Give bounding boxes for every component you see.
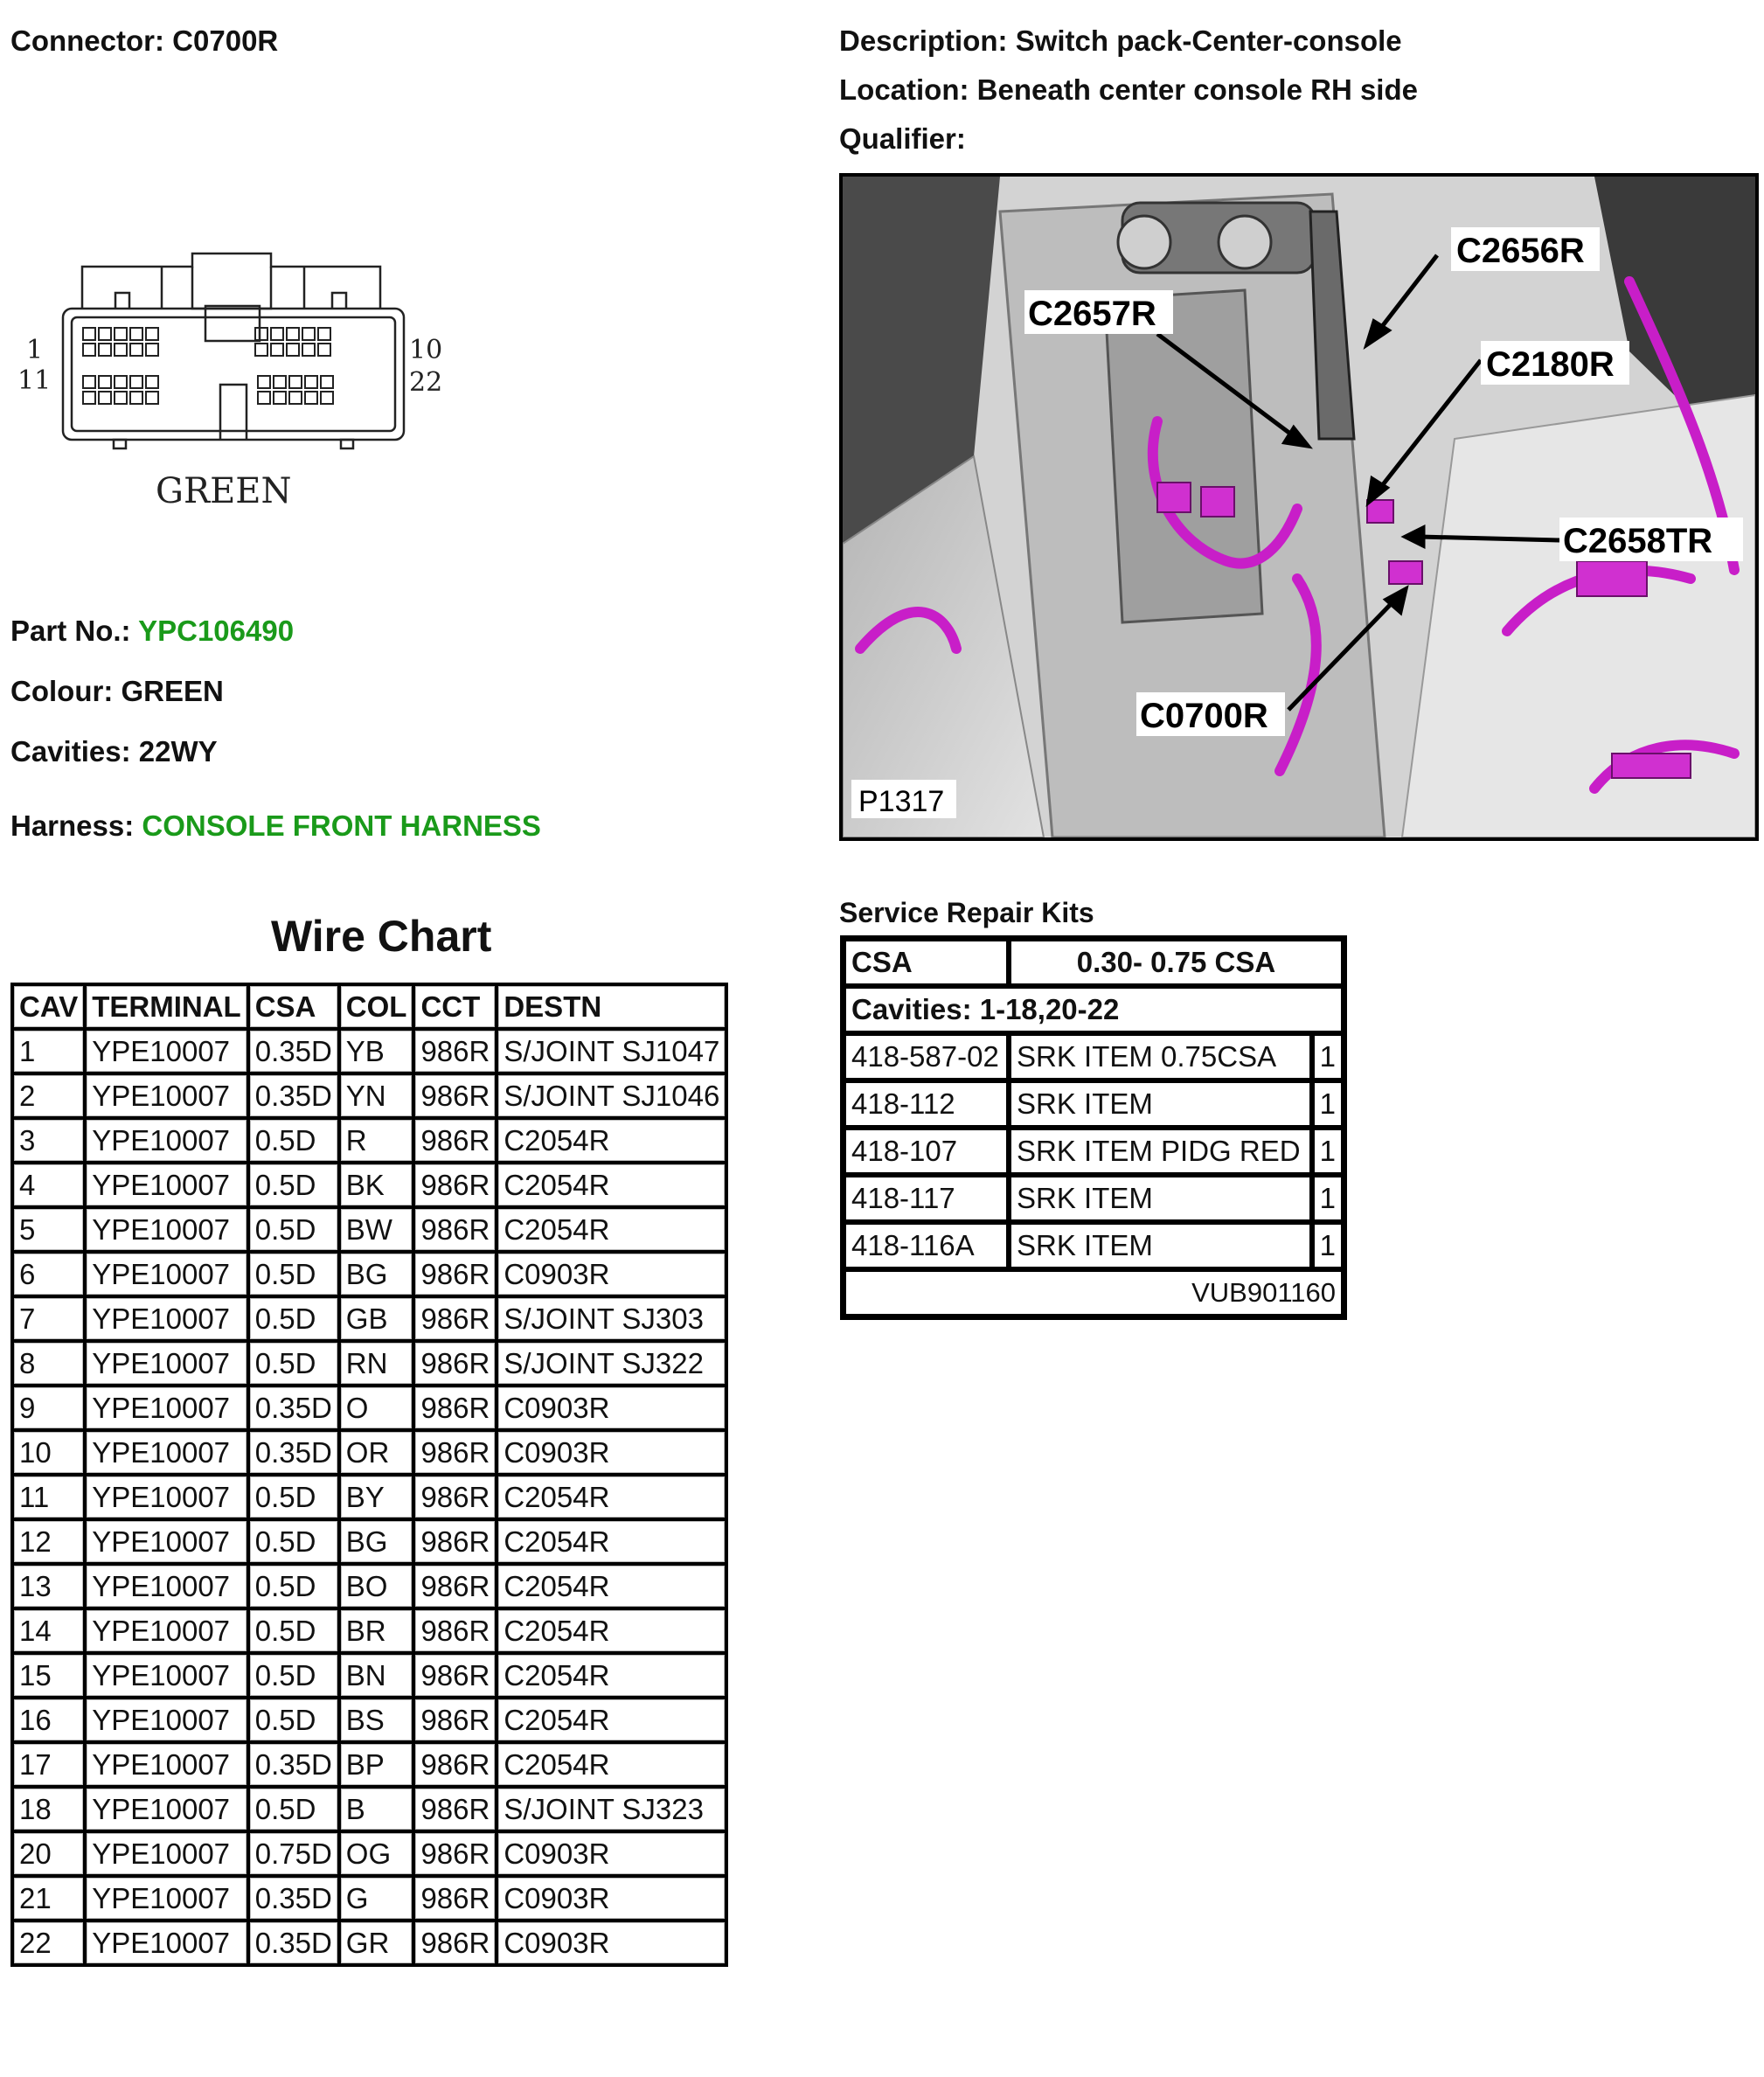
cell-destn: S/JOINT SJ322 <box>498 1343 728 1387</box>
harness-line <box>10 809 541 843</box>
cell-terminal: YPE10007 <box>87 1789 249 1833</box>
pin-cavity <box>274 392 286 404</box>
cell-col: B <box>341 1789 416 1833</box>
cell-col: RN <box>341 1343 416 1387</box>
pin-cavity <box>287 344 299 356</box>
cell-cct: 986R <box>415 1878 498 1922</box>
description-label: Description: <box>839 24 1008 57</box>
cell-cct: 986R <box>415 1833 498 1878</box>
cell-destn: C2054R <box>498 1521 728 1566</box>
part-no-label: Part No.: <box>10 615 131 647</box>
table-row <box>14 1699 728 1744</box>
location-illustration <box>843 177 1755 837</box>
cell-cct: 986R <box>415 1699 498 1744</box>
cell-csa: 0.75D <box>250 1833 341 1878</box>
cell-destn: C2054R <box>498 1744 728 1789</box>
table-row <box>14 1343 728 1387</box>
header-col: COL <box>341 986 416 1031</box>
pin-cavity <box>302 328 315 340</box>
kits-item-row <box>844 1033 1344 1080</box>
wire-chart-table <box>10 983 728 1967</box>
cell-destn: C2054R <box>498 1655 728 1699</box>
location-value: Beneath center console RH side <box>976 73 1418 106</box>
cavities-label: Cavities: <box>10 735 131 768</box>
qualifier-label: Qualifier: <box>839 122 966 155</box>
cell-csa: 0.5D <box>250 1789 341 1833</box>
cell-destn: C0903R <box>498 1432 728 1476</box>
cell-csa: 0.35D <box>250 1387 341 1432</box>
cell-cav: 6 <box>14 1254 87 1298</box>
cell-terminal: YPE10007 <box>87 1699 249 1744</box>
kits-part: 418-117 <box>844 1175 1009 1222</box>
pin-cavity <box>258 376 270 388</box>
harness-label: Harness: <box>10 809 135 842</box>
cell-col: GR <box>341 1922 416 1967</box>
cell-terminal: YPE10007 <box>87 1566 249 1610</box>
cell-destn: C2054R <box>498 1610 728 1655</box>
table-row <box>14 1922 728 1967</box>
connector-diagram <box>17 245 472 533</box>
cell-cav: 8 <box>14 1343 87 1387</box>
location-label: Location: <box>839 73 969 106</box>
cell-cct: 986R <box>415 1387 498 1432</box>
pin-cavity <box>289 376 302 388</box>
header-destn: DESTN <box>498 986 728 1031</box>
cell-col: YN <box>341 1075 416 1120</box>
cell-cav: 7 <box>14 1298 87 1343</box>
table-row <box>14 1254 728 1298</box>
pin-11-label: 11 <box>17 365 52 396</box>
cell-cct: 986R <box>415 1031 498 1075</box>
cell-cav: 13 <box>14 1566 87 1610</box>
table-row <box>14 1476 728 1521</box>
cell-terminal: YPE10007 <box>87 1075 249 1120</box>
kits-part: 418-112 <box>844 1080 1009 1128</box>
cell-cav: 10 <box>14 1432 87 1476</box>
cell-col: OG <box>341 1833 416 1878</box>
table-row <box>14 1789 728 1833</box>
service-kits-title: Service Repair Kits <box>839 897 1094 928</box>
pin-cavity <box>146 376 158 388</box>
header-cav: CAV <box>14 986 87 1031</box>
cell-col: BN <box>341 1655 416 1699</box>
pin-cavity <box>274 376 286 388</box>
kits-desc: SRK ITEM <box>1009 1222 1312 1269</box>
cell-csa: 0.35D <box>250 1922 341 1967</box>
pin-cavity <box>130 392 142 404</box>
cell-destn: C0903R <box>498 1387 728 1432</box>
pin-cavity <box>99 376 111 388</box>
kits-cavities-line: Cavities: 1-18,20-22 <box>844 986 1344 1033</box>
wire-chart-header-row <box>14 986 728 1031</box>
cavities-value: 22WY <box>138 735 218 768</box>
kits-cavities-row <box>844 986 1344 1033</box>
cell-terminal: YPE10007 <box>87 1254 249 1298</box>
cell-destn: S/JOINT SJ323 <box>498 1789 728 1833</box>
pin-cavity <box>130 376 142 388</box>
cell-cct: 986R <box>415 1343 498 1387</box>
pin-cavity <box>83 392 95 404</box>
table-row <box>14 1655 728 1699</box>
pin-cavity <box>83 376 95 388</box>
pin-cavity <box>146 344 158 356</box>
table-row <box>14 1878 728 1922</box>
cell-csa: 0.5D <box>250 1298 341 1343</box>
cell-csa: 0.35D <box>250 1744 341 1789</box>
cell-csa: 0.5D <box>250 1120 341 1164</box>
cell-csa: 0.5D <box>250 1343 341 1387</box>
cell-col: BW <box>341 1209 416 1254</box>
cell-cct: 986R <box>415 1566 498 1610</box>
photo-ref: P1317 <box>858 785 945 818</box>
cell-destn: C0903R <box>498 1254 728 1298</box>
cell-terminal: YPE10007 <box>87 1031 249 1075</box>
cell-col: BY <box>341 1476 416 1521</box>
table-row <box>14 1298 728 1343</box>
location-line <box>839 73 1418 107</box>
photo-label-c2656r: C2656R <box>1456 232 1585 270</box>
cell-col: BK <box>341 1164 416 1209</box>
header-csa: CSA <box>250 986 341 1031</box>
cell-col: BP <box>341 1744 416 1789</box>
kits-csa-label: CSA <box>844 939 1009 986</box>
cell-destn: S/JOINT SJ1047 <box>498 1031 728 1075</box>
cell-cct: 986R <box>415 1298 498 1343</box>
part-no-value: YPC106490 <box>138 615 295 647</box>
cell-terminal: YPE10007 <box>87 1655 249 1699</box>
pin-cavity <box>115 392 127 404</box>
pin-cavity <box>146 392 158 404</box>
pin-cavity <box>99 344 111 356</box>
pin-cavity <box>130 328 142 340</box>
pin-cavity <box>115 328 127 340</box>
table-row <box>14 1164 728 1209</box>
pin-cavity <box>287 328 299 340</box>
pin-cavity <box>318 344 330 356</box>
cell-destn: C0903R <box>498 1922 728 1967</box>
cell-csa: 0.5D <box>250 1521 341 1566</box>
kits-desc: SRK ITEM <box>1009 1175 1312 1222</box>
pin-cavity <box>305 376 317 388</box>
pin-cavity <box>302 344 315 356</box>
cell-cct: 986R <box>415 1432 498 1476</box>
kits-csa-row <box>844 939 1344 986</box>
connector-label: Connector: <box>10 24 164 57</box>
pin-cavity <box>271 328 283 340</box>
kits-item-row <box>844 1128 1344 1175</box>
kits-item-row <box>844 1175 1344 1222</box>
pin-cavity <box>318 328 330 340</box>
cell-cav: 1 <box>14 1031 87 1075</box>
cell-terminal: YPE10007 <box>87 1476 249 1521</box>
wire-chart-title: Wire Chart <box>271 912 492 961</box>
part-no-line <box>10 615 294 648</box>
cell-col: BS <box>341 1699 416 1744</box>
cell-cav: 16 <box>14 1699 87 1744</box>
table-row <box>14 1075 728 1120</box>
cell-destn: C2054R <box>498 1699 728 1744</box>
kits-desc: SRK ITEM 0.75CSA <box>1009 1033 1312 1080</box>
colour-line <box>10 675 224 708</box>
connector-value: C0700R <box>172 24 279 57</box>
pin-cavity <box>271 344 283 356</box>
cell-csa: 0.35D <box>250 1075 341 1120</box>
cell-col: BO <box>341 1566 416 1610</box>
pin-cavity <box>255 328 267 340</box>
cell-cav: 15 <box>14 1655 87 1699</box>
cell-cct: 986R <box>415 1744 498 1789</box>
cell-terminal: YPE10007 <box>87 1922 249 1967</box>
table-row <box>14 1432 728 1476</box>
cell-cct: 986R <box>415 1922 498 1967</box>
cell-csa: 0.35D <box>250 1432 341 1476</box>
pin-cavity <box>83 344 95 356</box>
table-row <box>14 1833 728 1878</box>
harness-value: CONSOLE FRONT HARNESS <box>142 809 541 842</box>
cell-terminal: YPE10007 <box>87 1120 249 1164</box>
cell-cav: 11 <box>14 1476 87 1521</box>
table-row <box>14 1744 728 1789</box>
cell-destn: C0903R <box>498 1833 728 1878</box>
cell-cct: 986R <box>415 1209 498 1254</box>
cell-destn: C2054R <box>498 1120 728 1164</box>
cell-csa: 0.35D <box>250 1031 341 1075</box>
kits-csa-value: 0.30- 0.75 CSA <box>1009 939 1344 986</box>
description-line <box>839 24 1402 58</box>
kits-part: 418-587-02 <box>844 1033 1009 1080</box>
kits-item-row <box>844 1222 1344 1269</box>
pin-cavity <box>305 392 317 404</box>
kits-part: 418-107 <box>844 1128 1009 1175</box>
cell-csa: 0.5D <box>250 1476 341 1521</box>
pin-cavity <box>115 376 127 388</box>
photo-label-c2658tr: C2658TR <box>1563 522 1713 560</box>
pin-cavity <box>258 392 270 404</box>
cell-csa: 0.5D <box>250 1699 341 1744</box>
kits-qty: 1 <box>1312 1033 1344 1080</box>
kits-footer-row <box>844 1269 1344 1316</box>
cell-csa: 0.5D <box>250 1254 341 1298</box>
cell-cav: 22 <box>14 1922 87 1967</box>
cell-cav: 21 <box>14 1878 87 1922</box>
cell-terminal: YPE10007 <box>87 1610 249 1655</box>
cell-cav: 2 <box>14 1075 87 1120</box>
pin-cavity <box>321 392 333 404</box>
cell-col: R <box>341 1120 416 1164</box>
cell-destn: S/JOINT SJ1046 <box>498 1075 728 1120</box>
kits-item-row <box>844 1080 1344 1128</box>
table-row <box>14 1209 728 1254</box>
cell-cav: 4 <box>14 1164 87 1209</box>
kits-desc: SRK ITEM <box>1009 1080 1312 1128</box>
cell-destn: C2054R <box>498 1209 728 1254</box>
pin-1-label: 1 <box>26 335 44 365</box>
cell-cct: 986R <box>415 1164 498 1209</box>
cell-terminal: YPE10007 <box>87 1298 249 1343</box>
cell-terminal: YPE10007 <box>87 1164 249 1209</box>
cell-destn: S/JOINT SJ303 <box>498 1298 728 1343</box>
cell-cct: 986R <box>415 1254 498 1298</box>
cell-csa: 0.5D <box>250 1655 341 1699</box>
cell-destn: C2054R <box>498 1476 728 1521</box>
pin-cavity <box>130 344 142 356</box>
cell-col: YB <box>341 1031 416 1075</box>
pin-cavity <box>99 392 111 404</box>
cell-col: GB <box>341 1298 416 1343</box>
kits-part: 418-116A <box>844 1222 1009 1269</box>
cell-destn: C2054R <box>498 1566 728 1610</box>
cell-col: O <box>341 1387 416 1432</box>
pin-cavity <box>289 392 302 404</box>
cell-col: BR <box>341 1610 416 1655</box>
cell-col: G <box>341 1878 416 1922</box>
pin-cavity <box>146 328 158 340</box>
cell-csa: 0.35D <box>250 1878 341 1922</box>
cell-terminal: YPE10007 <box>87 1878 249 1922</box>
pin-cavity <box>83 328 95 340</box>
cell-cct: 986R <box>415 1610 498 1655</box>
cell-cav: 18 <box>14 1789 87 1833</box>
cell-col: OR <box>341 1432 416 1476</box>
photo-label-c0700r: C0700R <box>1140 697 1268 735</box>
cell-cav: 9 <box>14 1387 87 1432</box>
cell-csa: 0.5D <box>250 1209 341 1254</box>
cell-cct: 986R <box>415 1789 498 1833</box>
table-row <box>14 1610 728 1655</box>
photo-label-c2180r: C2180R <box>1486 345 1615 384</box>
cell-col: BG <box>341 1254 416 1298</box>
pin-22-label: 22 <box>409 367 443 398</box>
pin-cavity <box>99 328 111 340</box>
pin-10-label: 10 <box>409 335 443 365</box>
cell-terminal: YPE10007 <box>87 1432 249 1476</box>
cell-cav: 14 <box>14 1610 87 1655</box>
connector-color-caption: GREEN <box>156 471 292 511</box>
table-row <box>14 1387 728 1432</box>
pin-cavity <box>321 376 333 388</box>
cell-cct: 986R <box>415 1120 498 1164</box>
cell-terminal: YPE10007 <box>87 1521 249 1566</box>
cell-csa: 0.5D <box>250 1566 341 1610</box>
cell-cct: 986R <box>415 1075 498 1120</box>
cell-cav: 5 <box>14 1209 87 1254</box>
cell-cav: 12 <box>14 1521 87 1566</box>
kits-qty: 1 <box>1312 1128 1344 1175</box>
cell-cct: 986R <box>415 1521 498 1566</box>
kits-qty: 1 <box>1312 1222 1344 1269</box>
cell-cct: 986R <box>415 1655 498 1699</box>
cell-cav: 3 <box>14 1120 87 1164</box>
description-value: Switch pack-Center-console <box>1015 24 1402 57</box>
cell-cct: 986R <box>415 1476 498 1521</box>
table-row <box>14 1521 728 1566</box>
pin-cavity <box>115 344 127 356</box>
kits-qty: 1 <box>1312 1175 1344 1222</box>
table-row <box>14 1031 728 1075</box>
service-kits-table <box>840 935 1347 1320</box>
cell-col: BG <box>341 1521 416 1566</box>
kits-desc: SRK ITEM PIDG RED <box>1009 1128 1312 1175</box>
cell-csa: 0.5D <box>250 1610 341 1655</box>
cell-terminal: YPE10007 <box>87 1833 249 1878</box>
location-photo <box>839 173 1759 841</box>
colour-value: GREEN <box>121 675 224 707</box>
header-cct: CCT <box>415 986 498 1031</box>
kits-footer-code: VUB901160 <box>844 1269 1344 1316</box>
table-row <box>14 1566 728 1610</box>
kits-qty: 1 <box>1312 1080 1344 1128</box>
cell-cav: 20 <box>14 1833 87 1878</box>
cell-csa: 0.5D <box>250 1164 341 1209</box>
cell-terminal: YPE10007 <box>87 1343 249 1387</box>
cavities-line <box>10 735 218 768</box>
table-row <box>14 1120 728 1164</box>
connector-line <box>10 24 278 58</box>
cell-terminal: YPE10007 <box>87 1744 249 1789</box>
photo-label-c2657r: C2657R <box>1028 295 1156 333</box>
cell-cav: 17 <box>14 1744 87 1789</box>
cell-terminal: YPE10007 <box>87 1387 249 1432</box>
header-terminal: TERMINAL <box>87 986 249 1031</box>
cell-destn: C0903R <box>498 1878 728 1922</box>
pin-cavity <box>255 344 267 356</box>
cell-destn: C2054R <box>498 1164 728 1209</box>
cell-terminal: YPE10007 <box>87 1209 249 1254</box>
colour-label: Colour: <box>10 675 114 707</box>
